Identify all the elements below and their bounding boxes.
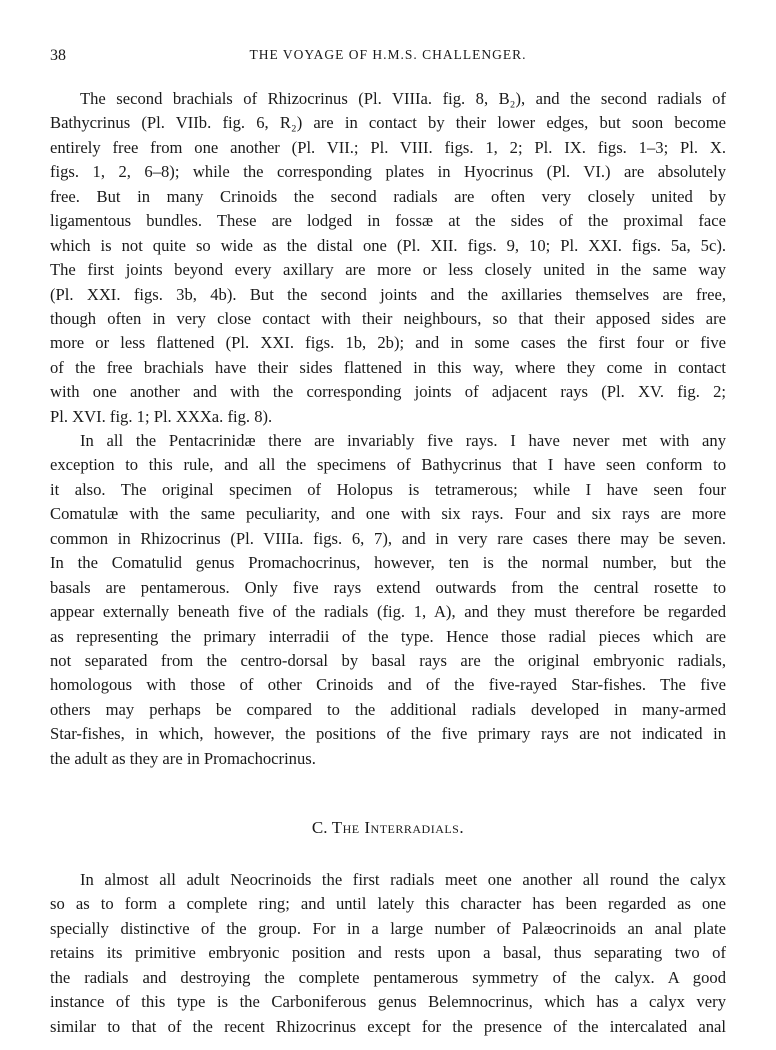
text-line: others may perhaps be compared to the additional radials developed in many-armed: [50, 699, 726, 719]
page-header: [50, 47, 726, 67]
text-line: though often in very close contact with their neighbours, so that their apposed sides are: [50, 308, 726, 328]
text-line: the adult as they are in Promachocrinus.: [50, 748, 316, 768]
text-line: figs. 1, 2, 6–8); while the corresponding plates in Hyocrinus (Pl. VI.) are absolutely: [50, 162, 726, 182]
text-line: In all the Pentacrinidæ there are invariably five rays. I have never met with any: [80, 431, 726, 450]
running-title: THE VOYAGE OF H.M.S. CHALLENGER.: [249, 47, 527, 62]
text-line: Pl. XVI. fig. 1; Pl. XXXa. fig. 8).: [50, 406, 273, 426]
text-line: appear externally beneath five of the radials (fig. 1, A), and they must therefore be regarded: [50, 602, 726, 622]
section-letter: C.: [311, 818, 328, 837]
paragraph-2: [50, 429, 726, 771]
text-line: Bathycrinus (Pl. VIIb. fig. 6, R₂) are in contact by their lower edges, but soon become: [50, 113, 726, 133]
text-line: with one another and with the corresponding joints of adjacent rays (Pl. XV. fig. 2;: [50, 382, 726, 402]
text-line: (Pl. XXI. figs. 3b, 4b). But the second joints and the axillaries themselves are free,: [50, 284, 726, 304]
text-line: entirely free from one another (Pl. VII.; Pl. VIII. figs. 1, 2; Pl. IX. figs. 1–3; Pl. X.: [50, 137, 726, 157]
text-line: The first joints beyond every axillary are more or less closely united in the same way: [50, 260, 726, 280]
section-title: The Interradials.: [331, 818, 465, 837]
text-line: so as to form a complete ring; and until lately this character has been regarded as one: [50, 894, 726, 914]
section-heading: [50, 818, 726, 838]
text-line: exception to this rule, and all the specimens of Bathycrinus that I have seen conform to: [50, 455, 726, 475]
text-line: retains its primitive embryonic position and rests upon a basal, thus separating two of: [50, 943, 726, 963]
text-line: more or less flattened (Pl. XXI. figs. 1b, 2b); and in some cases the first four or five: [50, 333, 726, 353]
text-line: The second brachials of Rhizocrinus (Pl. VIIIa. fig. 8, B₂), and the second radials of: [80, 89, 726, 108]
text-line: basals are pentamerous. Only five rays extend outwards from the central rosette to: [50, 577, 726, 597]
text-line: as representing the primary interradii of the type. Hence those radial pieces which are: [50, 626, 726, 646]
text-line: similar to that of the recent Rhizocrinus except for the presence of the intercalated anal: [50, 1016, 726, 1036]
text-line: not separated from the centro-dorsal by basal rays are the original embryonic radials,: [50, 650, 726, 670]
paragraph-1: [50, 87, 726, 429]
text-line: In the Comatulid genus Promachocrinus, however, ten is the normal number, but the: [50, 553, 726, 573]
text-line: it also. The original specimen of Holopus is tetramerous; while I have seen four: [50, 479, 726, 499]
text-line: ligamentous bundles. These are lodged in fossæ at the sides of the proximal face: [50, 211, 726, 231]
text-line: common in Rhizocrinus (Pl. VIIIa. figs. 6, 7), and in very rare cases there may be seven.: [50, 528, 726, 548]
text-line: specially distinctive of the group. For in a large number of Palæocrinoids an anal plate: [50, 918, 726, 938]
text-line: homologous with those of other Crinoids and of the five-rayed Star-fishes. The five: [50, 675, 726, 695]
text-line: free. But in many Crinoids the second radials are often very closely united by: [50, 186, 726, 206]
text-line: Comatulæ with the same peculiarity, and one with six rays. Four and six rays are more: [50, 504, 726, 524]
text-line: of the free brachials have their sides flattened in this way, where they come in contact: [50, 357, 726, 377]
text-line: instance of this type is the Carboniferous genus Belemnocrinus, which has a calyx very: [50, 992, 726, 1012]
text-line: Star-fishes, in which, however, the positions of the five primary rays are not indicated in: [50, 724, 726, 744]
text-line: the radials and destroying the complete pentamerous symmetry of the calyx. A good: [50, 967, 726, 987]
text-line: In almost all adult Neocrinoids the first radials meet one another all round the calyx: [80, 870, 726, 889]
text-line: which is not quite so wide as the distal one (Pl. XII. figs. 9, 10; Pl. XXI. figs. 5a, 5c).: [50, 235, 726, 255]
page-number: 38: [50, 47, 66, 64]
paragraph-3: [50, 868, 726, 1039]
